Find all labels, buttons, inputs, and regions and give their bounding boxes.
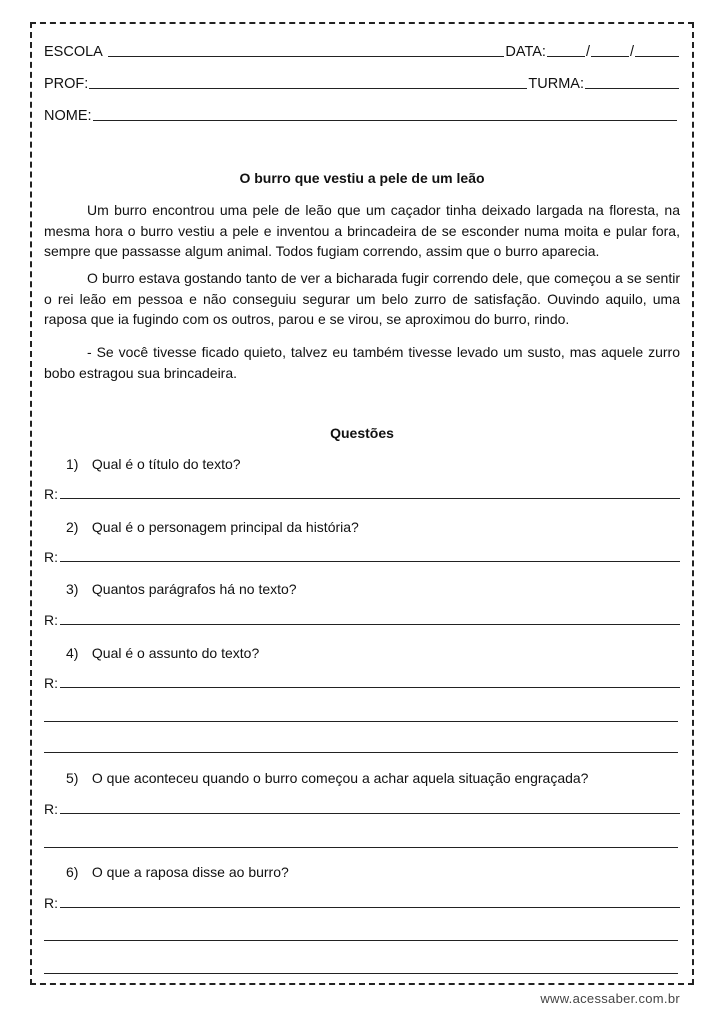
- question-text: O que a raposa disse ao burro?: [91, 864, 289, 880]
- question-text: Qual é o assunto do texto?: [91, 645, 260, 661]
- story-title: O burro que vestiu a pele de um leão: [239, 170, 485, 186]
- date-slash: /: [629, 44, 634, 60]
- answer-label: R:: [44, 675, 58, 691]
- data-label: DATA:: [505, 44, 546, 60]
- nome-row: [44, 108, 678, 124]
- question-number: 3): [66, 581, 79, 597]
- question-item: [66, 645, 259, 661]
- prof-field[interactable]: [89, 87, 527, 89]
- answer-row: [44, 612, 680, 628]
- page-border: [30, 22, 694, 985]
- answer-line[interactable]: [60, 813, 680, 814]
- turma-field[interactable]: [585, 88, 679, 89]
- questions-heading: Questões: [330, 425, 394, 441]
- question-text: O que aconteceu quando o burro começou a achar aquela situação engraçada?: [91, 770, 589, 786]
- answer-line[interactable]: [60, 687, 680, 688]
- escola-row: [44, 44, 680, 60]
- answer-line[interactable]: [44, 721, 678, 722]
- nome-field[interactable]: [93, 119, 677, 121]
- answer-label: R:: [44, 486, 58, 502]
- question-text: Quantos parágrafos há no texto?: [91, 581, 297, 597]
- answer-line[interactable]: [60, 907, 680, 908]
- question-text: Qual é o personagem principal da história?: [91, 519, 359, 535]
- answer-row: [44, 549, 680, 565]
- answer-line[interactable]: [44, 973, 678, 974]
- question-number: 4): [66, 645, 79, 661]
- answer-line[interactable]: [44, 847, 678, 848]
- data-year-field[interactable]: [635, 56, 679, 57]
- question-number: 5): [66, 770, 79, 786]
- turma-label: TURMA:: [528, 76, 584, 92]
- answer-line[interactable]: [60, 498, 680, 499]
- question-number: 6): [66, 864, 79, 880]
- story-paragraph: - Se você tivesse ficado quieto, talvez eu também tivesse levado um susto, mas aquele zurro bobo estragou sua brincadeira.: [44, 344, 680, 381]
- question-item: [66, 519, 359, 535]
- question-text: Qual é o título do texto?: [91, 456, 241, 472]
- question-item: [66, 864, 289, 880]
- escola-field[interactable]: [108, 55, 505, 57]
- answer-row: [44, 895, 680, 911]
- answer-row: [44, 675, 680, 691]
- prof-label: PROF:: [44, 76, 89, 92]
- question-number: 2): [66, 519, 79, 535]
- answer-label: R:: [44, 612, 58, 628]
- answer-line[interactable]: [44, 752, 678, 753]
- prof-row: [44, 76, 680, 92]
- answer-row: [44, 486, 680, 502]
- story-paragraph: O burro estava gostando tanto de ver a bicharada fugir correndo dele, que começou a se sentir o rei leão em pessoa e não conseguiu segurar um belo zurro de satisfação. Ouvindo aquilo, uma raposa que ia fugindo com os outros, parou e se virou, se aproximou do burro, rindo.: [44, 270, 680, 327]
- story-paragraph: Um burro encontrou uma pele de leão que um caçador tinha deixado largada na floresta, na mesma hora o burro vestiu a pele e inventou a brincadeira de se esconder numa moita e pular fora, sempre que passasse algum animal. Todos fugiam correndo, assim que o burro aparecia.: [44, 202, 680, 259]
- answer-line[interactable]: [44, 940, 678, 941]
- data-day-field[interactable]: [547, 56, 585, 57]
- data-month-field[interactable]: [591, 56, 629, 57]
- answer-row: [44, 801, 680, 817]
- answer-label: R:: [44, 549, 58, 565]
- question-number: 1): [66, 456, 79, 472]
- date-slash: /: [585, 44, 590, 60]
- nome-label: NOME:: [44, 108, 92, 124]
- footer-website: www.acessaber.com.br: [540, 991, 680, 1006]
- question-item: [66, 456, 241, 472]
- answer-line[interactable]: [60, 624, 680, 625]
- answer-label: R:: [44, 895, 58, 911]
- escola-label: ESCOLA: [44, 44, 103, 60]
- answer-line[interactable]: [60, 561, 680, 562]
- question-item: [66, 581, 297, 597]
- answer-label: R:: [44, 801, 58, 817]
- question-item: [66, 770, 588, 786]
